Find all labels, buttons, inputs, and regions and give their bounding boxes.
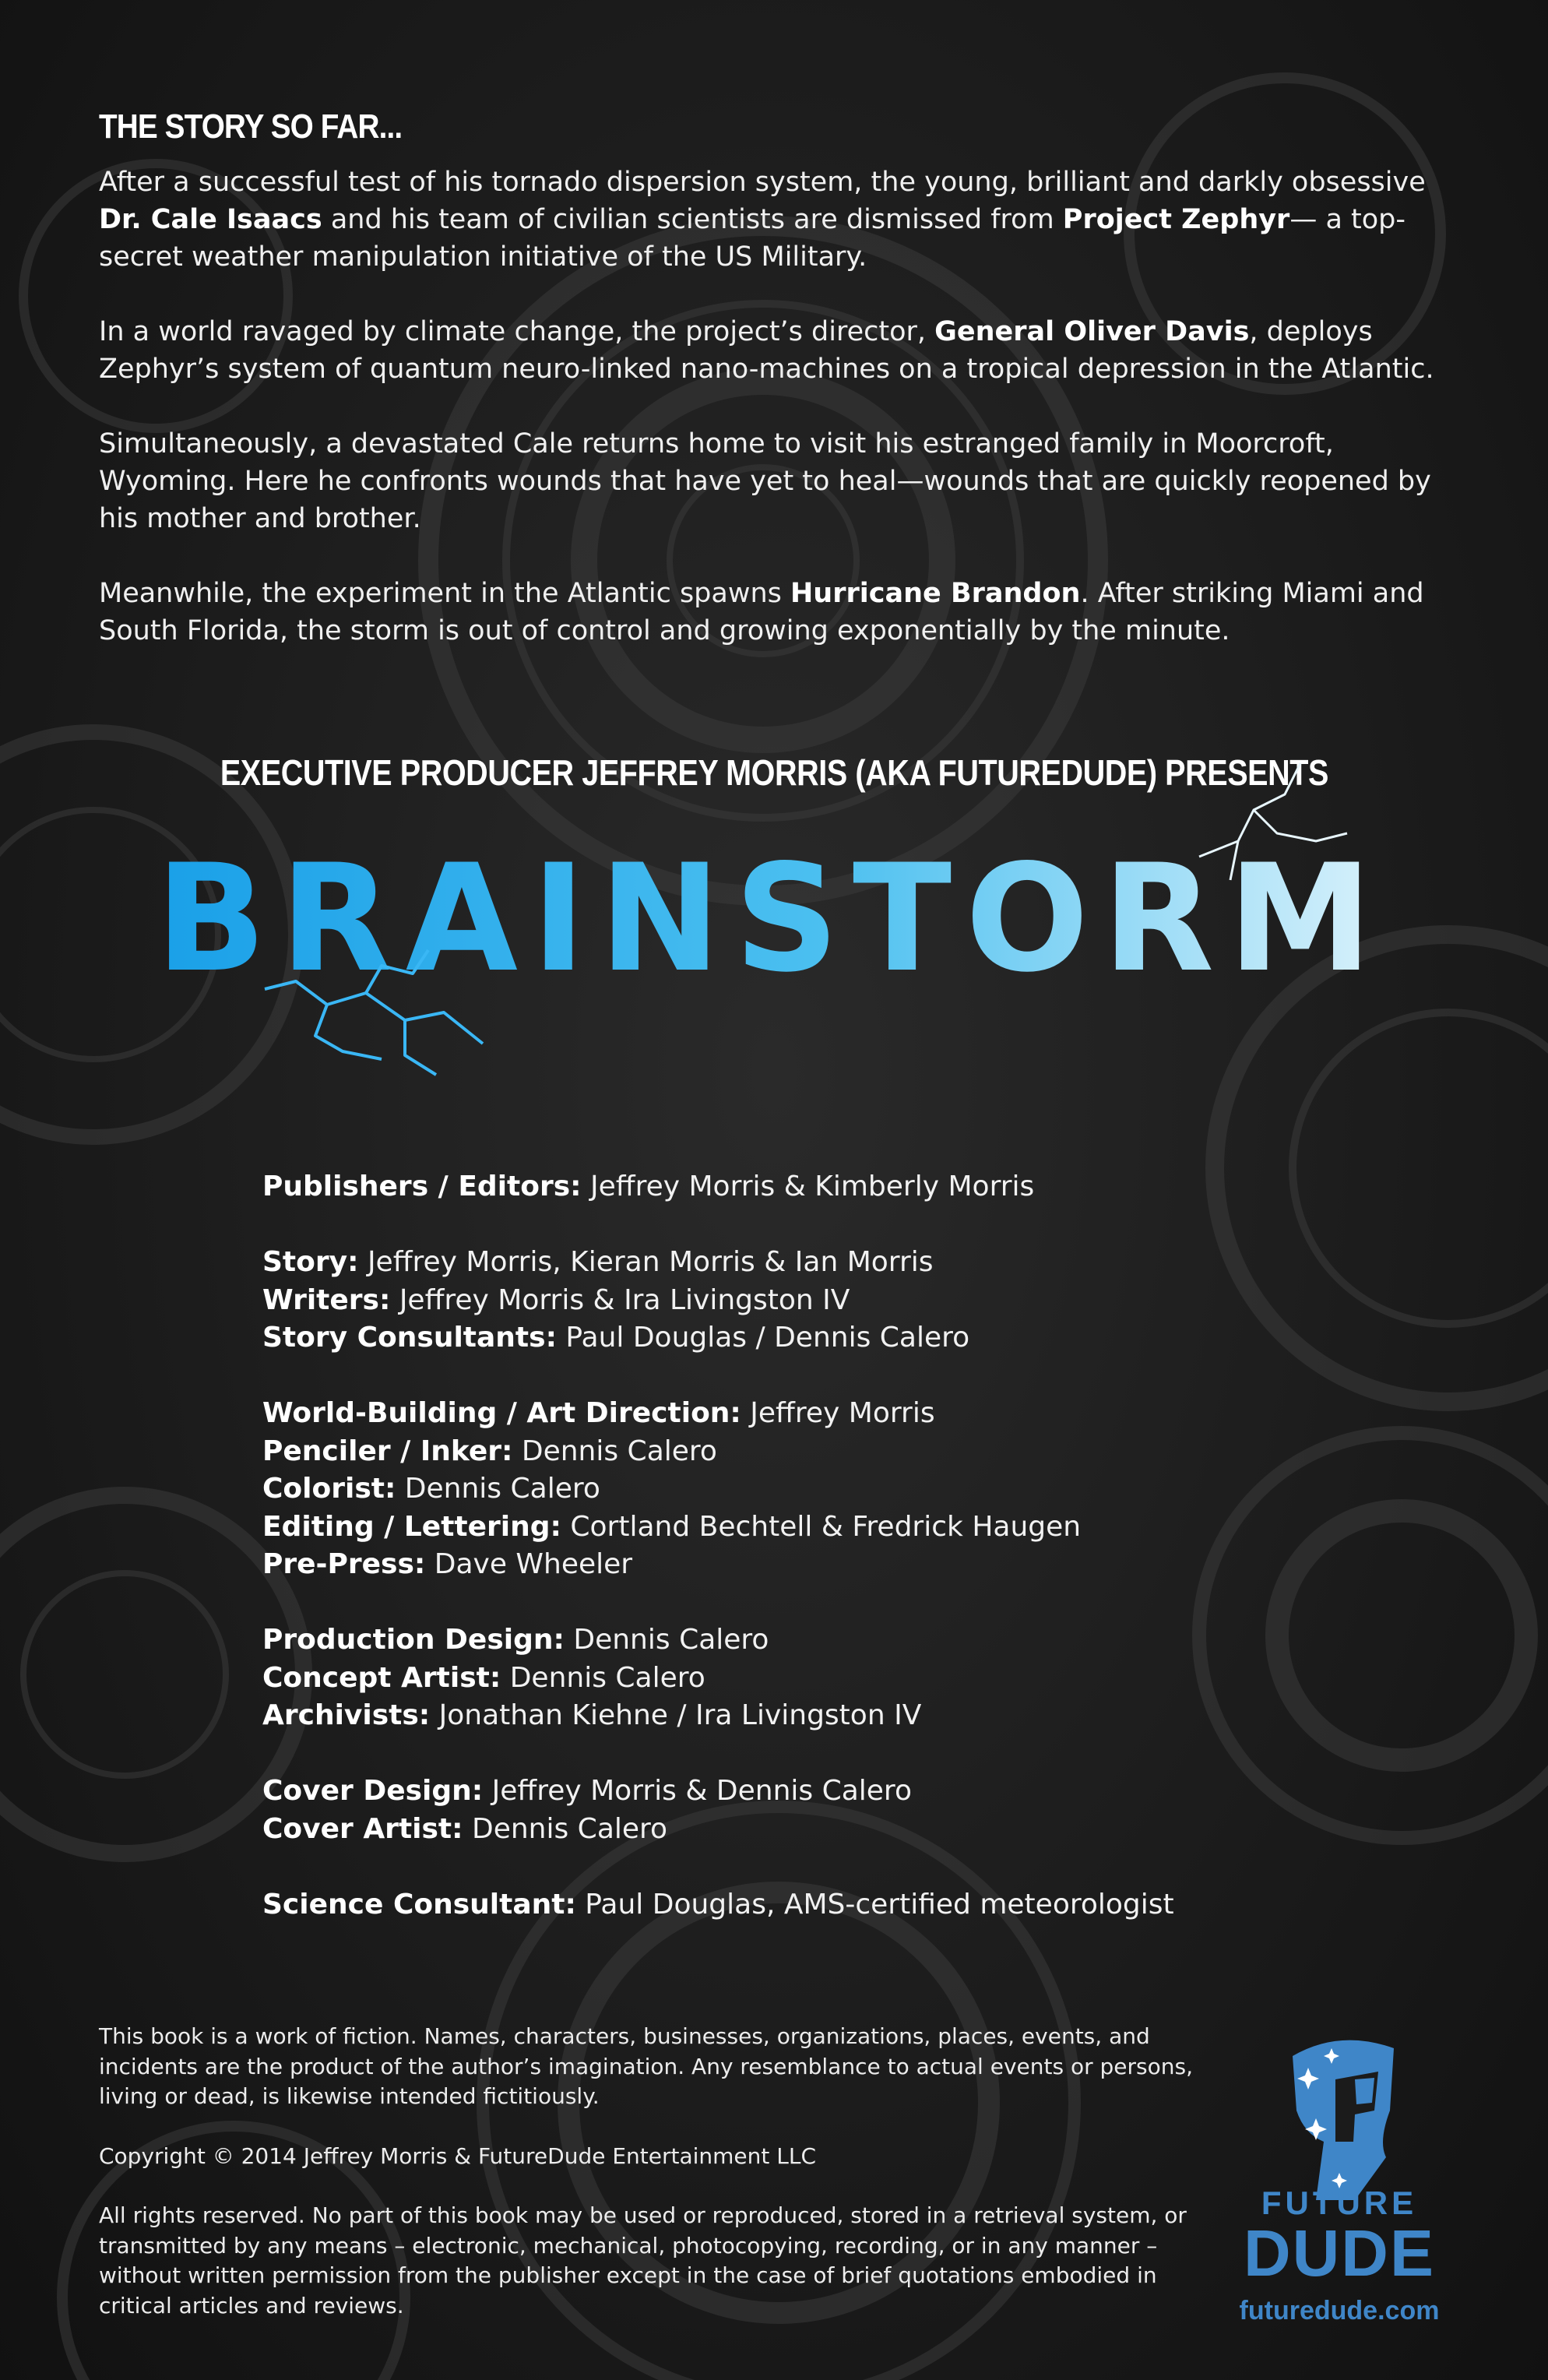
story-heading: THE STORY SO FAR... [99,107,403,146]
credit-line: Production Design: Dennis Calero [262,1624,769,1656]
credit-line: Story Consultants: Paul Douglas / Dennis Calero [262,1322,970,1354]
logo-title: BRAINSTORM [156,833,1386,1005]
credit-line: Editing / Lettering: Cortland Bechtell & Fredrick Haugen [262,1510,1082,1543]
credit-line: Cover Artist: Dennis Calero [262,1812,668,1845]
credit-line: Publishers / Editors: Jeffrey Morris & Kimberly Morris [262,1171,1035,1202]
story-paragraph-1: After a successful test of his tornado dispersion system, the young, brilliant and darkly obsessive Dr. Cale Isaacs and his team of civilian scientists are dismissed from Project Zephyr— a top-secret weather manipulation initiative of the US Military. [99,167,1426,273]
character-name: Dr. Cale Isaacs [99,204,322,235]
story-paragraph-3: Simultaneously, a devastated Cale returns home to visit his estranged family in Moorcroft, Wyoming. Here he confronts wounds that have yet to heal—wounds that are quickly reopened by his mother and brother. [99,428,1431,534]
credit-line: World-Building / Art Direction: Jeffrey Morris [262,1397,935,1429]
presents-line: EXECUTIVE PRODUCER JEFFREY MORRIS (AKA FUTUREDUDE) PRESENTS [220,752,1328,793]
credit-line: Writers: Jeffrey Morris & Ira Livingston IV [262,1283,850,1316]
credit-line: Penciler / Inker: Dennis Calero [262,1435,717,1467]
credit-line: Story: Jeffrey Morris, Kieran Morris & Ian Morris [262,1246,934,1278]
brainstorm-logo [148,748,1394,1106]
story-paragraph-4: Meanwhile, the experiment in the Atlantic spawns Hurricane Brandon. After striking Miami and South Florida, the storm is out of control and growing exponentially by the minute. [99,578,1424,646]
storm-name: Hurricane Brandon [790,578,1081,609]
story-summary [99,164,1469,687]
brand-dude: DUDE [1243,2216,1435,2290]
credit-line: Colorist: Dennis Calero [262,1473,600,1505]
credit-line: Concept Artist: Dennis Calero [262,1661,705,1694]
futuredude-mask-icon [1261,2025,1417,2204]
rights-notice: All rights reserved. No part of this book may be used or reproduced, stored in a retrieval system, or transmitted by any means – electronic, mechanical, photocopying, recording, or in any manner – without written permission from the publisher except in the case of brief quotations embodied in critical articles and reviews. [99,2202,1187,2318]
credits-list [262,1168,1353,1924]
project-name: Project Zephyr [1062,204,1290,235]
brand-url-link[interactable]: futuredude.com [1239,2296,1440,2325]
credit-line: Archivists: Jonathan Kiehne / Ira Livingston IV [262,1699,922,1731]
character-name: General Oliver Davis [934,316,1250,347]
fiction-disclaimer: This book is a work of fiction. Names, characters, businesses, organizations, places, events, and incidents are the product of the author’s imagination. Any resemblance to actual events or persons, living or dead, is likewise intended fictitiously. [99,2023,1193,2109]
copyright-notice: Copyright © 2014 Jeffrey Morris & FutureDude Entertainment LLC [99,2143,817,2169]
brand-future: FUTURE [1261,2185,1418,2221]
credit-line: Pre-Press: Dave Wheeler [262,1548,633,1580]
credit-line: Cover Design: Jeffrey Morris & Dennis Calero [262,1775,912,1807]
credit-line: Science Consultant: Paul Douglas, AMS-certified meteorologist [262,1888,1174,1921]
story-paragraph-2: In a world ravaged by climate change, the project’s director, General Oliver Davis, deploys Zephyr’s system of quantum neuro-linked nano-machines on a tropical depression in the Atlantic. [99,316,1434,385]
